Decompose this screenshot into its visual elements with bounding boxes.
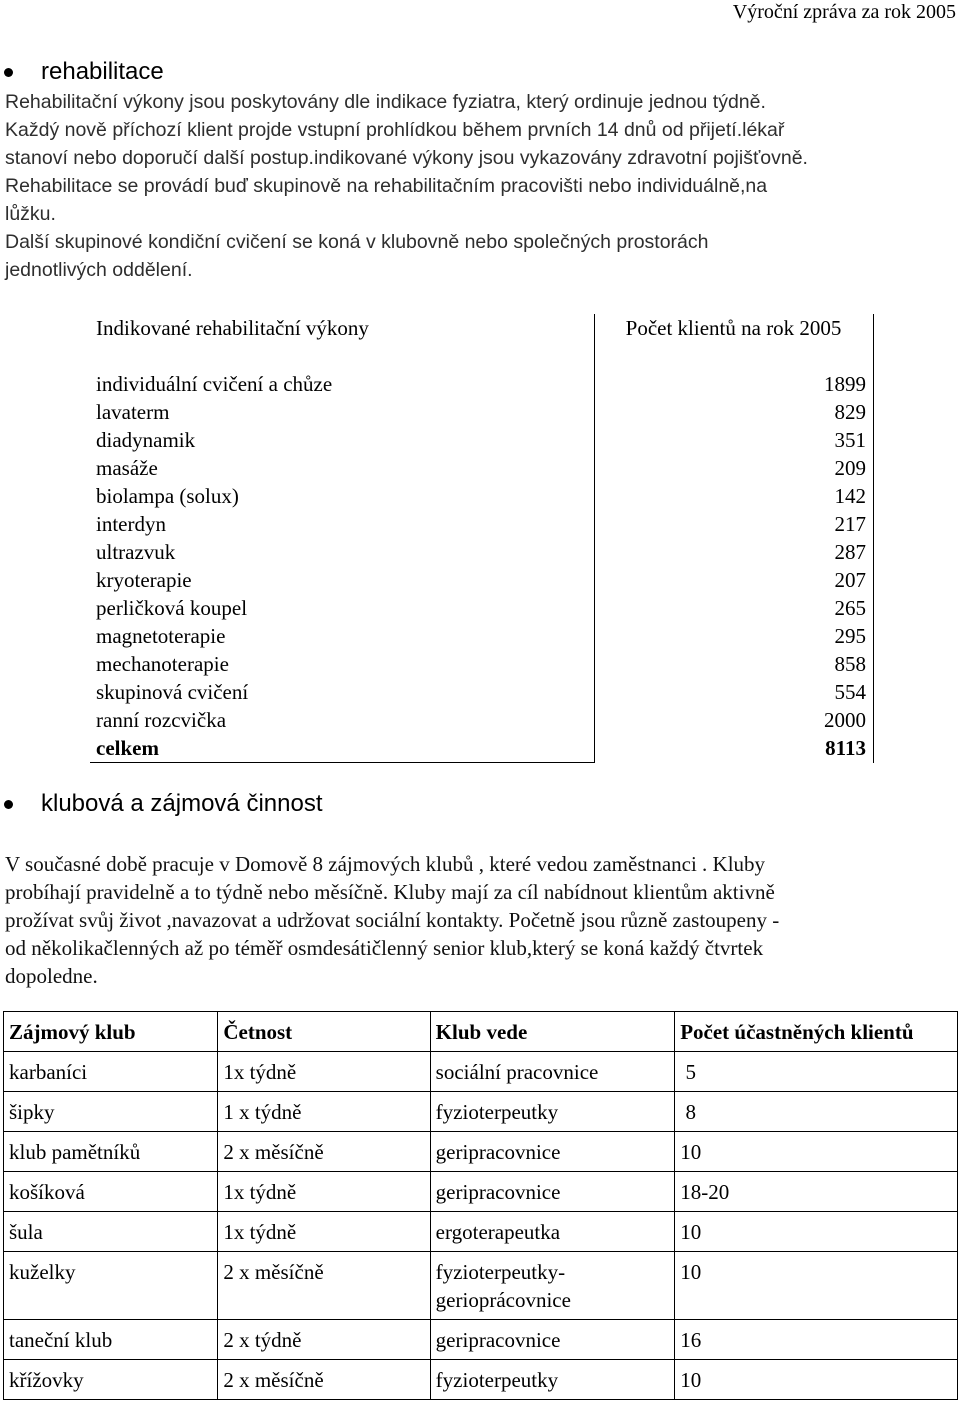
page-header: Výroční zpráva za rok 2005 xyxy=(732,1,956,23)
club-frequency: 1 x týdně xyxy=(218,1092,430,1132)
club-col-header-frequency: Četnost xyxy=(218,1012,430,1052)
club-leader: sociální pracovnice xyxy=(430,1052,675,1092)
procedure-count: 287 xyxy=(595,538,874,566)
club-leader: fyzioterpeutky xyxy=(430,1092,675,1132)
paragraph-line: Rehabilitační výkony jsou poskytovány dle indikace fyziatra, který ordinuje jednou týdně. xyxy=(5,91,766,113)
club-frequency: 2 x měsíčně xyxy=(218,1132,430,1172)
procedure-name: individuální cvičení a chůze xyxy=(96,372,333,396)
table-row xyxy=(90,622,874,650)
procedure-name: ranní rozcvička xyxy=(96,708,227,732)
rehab-col-header-procedure: Indikované rehabilitační výkony xyxy=(96,316,369,340)
paragraph-line: probíhají pravidelně a to týdně nebo měsíčně. Kluby mají za cíl nabídnout klientům aktivně xyxy=(5,880,775,904)
table-row xyxy=(90,650,874,678)
table-row xyxy=(4,1212,958,1252)
procedure-count: 265 xyxy=(595,594,874,622)
rehab-paragraph xyxy=(5,88,955,284)
club-participants: 10 xyxy=(675,1360,958,1400)
table-row xyxy=(90,426,874,454)
procedure-count: 554 xyxy=(595,678,874,706)
table-row xyxy=(90,370,874,398)
table-row xyxy=(90,454,874,482)
paragraph-line: Další skupinové kondiční cvičení se koná v klubovně nebo společných prostorách xyxy=(5,231,709,253)
club-participants: 10 xyxy=(675,1212,958,1252)
club-name: křížovky xyxy=(4,1360,218,1400)
paragraph-line: Každý nově příchozí klient projde vstupní prohlídkou během prvních 14 dnů od přijetí.lékař xyxy=(5,119,785,141)
table-row xyxy=(90,538,874,566)
rehab-table xyxy=(90,314,874,763)
club-title-text: klubová a zájmová činnost xyxy=(41,790,323,817)
paragraph-line: prožívat svůj život ,navazovat a udržovat sociální kontakty. Početně jsou různě zastoupeny - xyxy=(5,908,780,932)
club-table xyxy=(3,1011,958,1400)
club-name: kuželky xyxy=(4,1252,218,1320)
procedure-name: kryoterapie xyxy=(96,568,192,592)
table-row xyxy=(90,482,874,510)
procedure-name: skupinová cvičení xyxy=(96,680,249,704)
table-row xyxy=(90,706,874,734)
club-col-header-participants: Počet účastněných klientů xyxy=(675,1012,958,1052)
paragraph-line: jednotlivých oddělení. xyxy=(5,259,193,281)
table-row xyxy=(4,1360,958,1400)
paragraph-line: od několikačlenných až po téměř osmdesátičlenný senior klub,který se koná každý čtvrtek xyxy=(5,936,764,960)
procedure-name: diadynamik xyxy=(96,428,196,452)
bullet-icon xyxy=(4,800,13,809)
table-row xyxy=(90,510,874,538)
club-participants: 8 xyxy=(675,1092,958,1132)
procedure-count: 142 xyxy=(595,482,874,510)
table-row xyxy=(4,1132,958,1172)
club-frequency: 1x týdně xyxy=(218,1052,430,1092)
club-leader: fyzioterpeutky- gerioprácovnice xyxy=(430,1252,675,1320)
table-row xyxy=(90,594,874,622)
club-col-header-leader: Klub vede xyxy=(430,1012,675,1052)
procedure-count: 209 xyxy=(595,454,874,482)
club-name: šula xyxy=(4,1212,218,1252)
table-row xyxy=(90,566,874,594)
club-frequency: 2 x měsíčně xyxy=(218,1360,430,1400)
club-leader: fyzioterpeutky xyxy=(430,1360,675,1400)
paragraph-line: Rehabilitace se provádí buď skupinově na rehabilitačním pracovišti nebo individuálně,na xyxy=(5,175,768,197)
club-table-header-row xyxy=(4,1012,958,1052)
club-section-title xyxy=(0,790,322,818)
total-count: 8113 xyxy=(595,734,874,763)
procedure-count: 207 xyxy=(595,566,874,594)
paragraph-line: stanoví nebo doporučí další postup.indikované výkony jsou vykazovány zdravotní pojišťovně. xyxy=(5,147,808,169)
club-frequency: 1x týdně xyxy=(218,1172,430,1212)
club-name: karbaníci xyxy=(4,1052,218,1092)
procedure-count: 217 xyxy=(595,510,874,538)
club-leader: geripracovnice xyxy=(430,1320,675,1360)
table-row xyxy=(90,398,874,426)
procedure-count: 351 xyxy=(595,426,874,454)
club-participants: 16 xyxy=(675,1320,958,1360)
club-participants: 5 xyxy=(675,1052,958,1092)
club-participants: 18-20 xyxy=(675,1172,958,1212)
procedure-name: biolampa (solux) xyxy=(96,484,239,508)
club-leader: ergoterapeutka xyxy=(430,1212,675,1252)
rehab-table-header-row xyxy=(90,314,874,370)
bullet-icon xyxy=(4,68,13,77)
table-row xyxy=(4,1320,958,1360)
procedure-count: 1899 xyxy=(595,370,874,398)
club-frequency: 2 x měsíčně xyxy=(218,1252,430,1320)
procedure-name: interdyn xyxy=(96,512,166,536)
procedure-count: 2000 xyxy=(595,706,874,734)
club-frequency: 2 x týdně xyxy=(218,1320,430,1360)
procedure-name: mechanoterapie xyxy=(96,652,229,676)
procedure-name: masáže xyxy=(96,456,158,480)
table-row xyxy=(4,1252,958,1320)
club-name: košíková xyxy=(4,1172,218,1212)
procedure-count: 858 xyxy=(595,650,874,678)
table-row xyxy=(90,678,874,706)
club-leader: geripracovnice xyxy=(430,1172,675,1212)
procedure-name: magnetoterapie xyxy=(96,624,226,648)
club-name: taneční klub xyxy=(4,1320,218,1360)
procedure-count: 829 xyxy=(595,398,874,426)
paragraph-line: V současné době pracuje v Domově 8 zájmových klubů , které vedou zaměstnanci . Kluby xyxy=(5,852,766,876)
club-name: šipky xyxy=(4,1092,218,1132)
table-total-row xyxy=(90,734,874,763)
club-col-header-name: Zájmový klub xyxy=(4,1012,218,1052)
table-row xyxy=(4,1092,958,1132)
procedure-name: perličková koupel xyxy=(96,596,248,620)
rehab-col-header-count: Počet klientů na rok 2005 xyxy=(595,314,874,370)
club-participants: 10 xyxy=(675,1252,958,1320)
table-row xyxy=(4,1052,958,1092)
table-row xyxy=(4,1172,958,1212)
club-name: klub pamětníků xyxy=(4,1132,218,1172)
club-leader: geripracovnice xyxy=(430,1132,675,1172)
paragraph-line: lůžku. xyxy=(5,203,56,225)
procedure-count: 295 xyxy=(595,622,874,650)
club-paragraph xyxy=(5,850,955,990)
club-frequency: 1x týdně xyxy=(218,1212,430,1252)
total-label: celkem xyxy=(90,734,595,763)
rehab-title-text: rehabilitace xyxy=(41,58,164,85)
procedure-name: lavaterm xyxy=(96,400,170,424)
rehab-section-title xyxy=(0,58,164,86)
club-participants: 10 xyxy=(675,1132,958,1172)
paragraph-line: dopoledne. xyxy=(5,964,98,988)
procedure-name: ultrazvuk xyxy=(96,540,176,564)
